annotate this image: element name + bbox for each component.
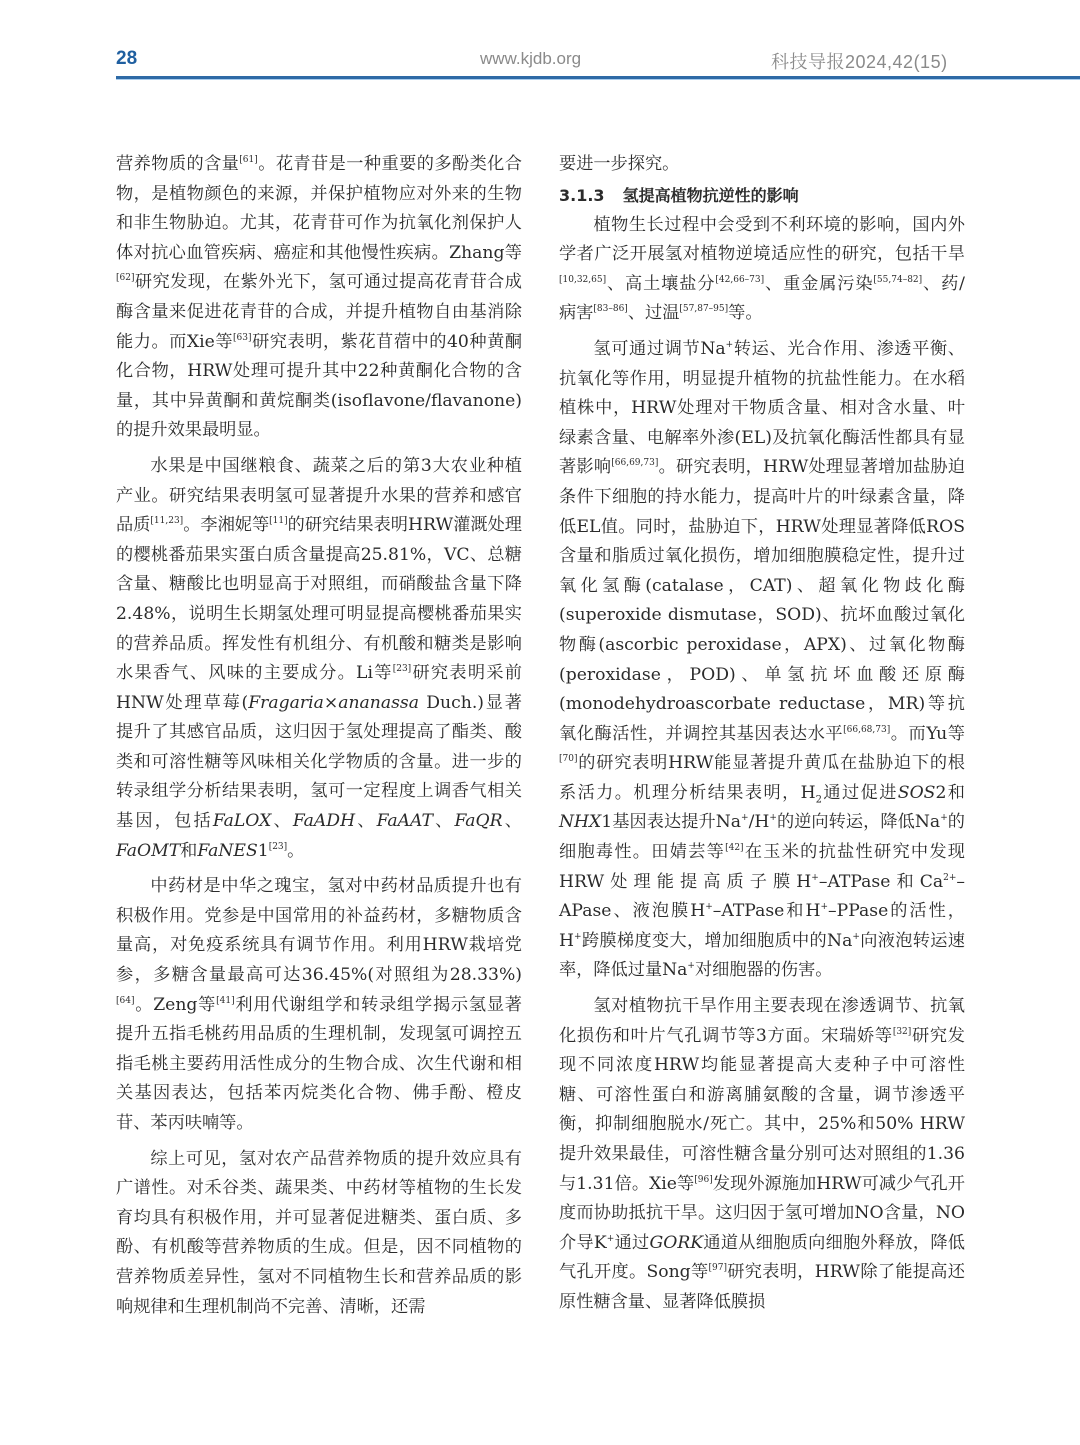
citation[interactable]: [11] <box>269 516 288 527</box>
gene-name: SOS <box>897 782 936 803</box>
text: 和 <box>946 782 965 803</box>
text: 向液泡转运速率，降低过量Na <box>559 930 965 981</box>
header-rule <box>116 76 1080 80</box>
superscript: + <box>852 931 860 942</box>
citation[interactable]: [10,32,65] <box>559 274 607 285</box>
text: 中药材是中华之瑰宝，氢对中药材品质提升也有积极作用。党参是中国常用的补益药材，多糖物质含量高，对免疫系统具有调节作用。利用HRW栽培党参，多糖含量最高可达36.45%(对照组为28.33%) <box>116 876 522 986</box>
citation[interactable]: [70] <box>559 754 578 765</box>
citation[interactable]: [63] <box>233 332 252 343</box>
citation[interactable]: [11,23] <box>150 516 184 527</box>
superscript: + <box>811 872 819 883</box>
gene-name: FaLOX <box>212 811 272 832</box>
text: 营养物质的含量 <box>116 154 240 174</box>
text: 植物生长过程中会受到不利环境的影响，国内外学者广泛开展氢对植物逆境适应性的研究，包括干旱 <box>559 214 965 265</box>
text: –ATPase和Ca <box>818 871 944 892</box>
text: 、 <box>432 811 455 832</box>
text: –APase、液泡膜H <box>559 871 965 922</box>
citation[interactable]: [32] <box>892 1026 912 1037</box>
gene-name: FaADH <box>292 811 356 832</box>
text: 。研究表明，HRW处理显著增加盐胁迫条件下细胞的持水能力，提高叶片的叶绿素含量，降低EL值。同时，盐胁迫下，HRW处理显著降低ROS含量和脂质过氧化损伤，增加细胞膜稳定性，提升过氧化氢酶(catalase，CAT)、超氧化物歧化酶(superoxide dismutase，SOD)、抗坏血酸过氧化物酶(ascorbic peroxidase，APX)、过氧化物酶(peroxidase，POD)、单氢抗坏血酸还原酶(monodehydroascorbate reductase，MR)等抗氧化酶活性，并调控其基因表达水平 <box>559 457 965 744</box>
text: 对细胞器的伤害。 <box>694 960 833 981</box>
citation[interactable]: [66,68,73] <box>843 724 891 735</box>
citation[interactable]: [23] <box>268 841 288 852</box>
superscript: + <box>687 961 695 972</box>
subscript: 2 <box>815 794 823 806</box>
superscript: + <box>741 813 749 824</box>
paragraph <box>559 335 965 986</box>
superscript: 2+ <box>943 872 957 883</box>
citation[interactable]: [62] <box>116 273 135 284</box>
citation[interactable]: [42] <box>725 843 744 854</box>
page-number: 28 <box>116 48 138 69</box>
text: 、 <box>271 811 293 832</box>
gene-name: FaOMT <box>116 840 181 861</box>
text: 1 <box>601 812 613 833</box>
gene-name: NHX <box>559 812 602 833</box>
text: –ATPase和H <box>712 901 821 922</box>
gene-name: FaQR <box>454 811 503 832</box>
paragraph <box>116 872 522 1138</box>
text: 的研究表明HRW能显著提升黄瓜在盐胁迫下的根系活力。机理分析结果表明，H <box>559 753 965 803</box>
section-title: 氢提高植物抗逆性的影响 <box>622 185 799 205</box>
text: 水果是中国继粮食、蔬菜之后的第3大农业种植产业。研究结果表明氢可显著提升水果的营养和感官品质 <box>116 455 522 536</box>
text: 、重金属污染 <box>764 273 874 294</box>
gene-name: FaAAT <box>376 811 433 832</box>
text: 跨膜梯度变大，增加细胞质中的Na <box>581 930 853 951</box>
superscript: + <box>725 339 734 350</box>
citation[interactable]: [42,66–73] <box>715 274 765 285</box>
text: 氢对植物抗干旱作用主要表现在渗透调节、抗氧化损伤和叶片气孔调节等3方面。宋瑞娇等 <box>559 996 965 1046</box>
citation[interactable]: [55,74–82] <box>873 274 923 285</box>
text: 、 <box>355 811 377 832</box>
text: 。花青苷是一种重要的多酚类化合物，是植物颜色的来源，并保护植物应对外来的生物和非生物胁迫。尤其，花青苷可作为抗氧化剂保护人体对抗心血管疾病、癌症和其他慢性疾病。Zhang等 <box>116 154 522 263</box>
citation[interactable]: [66,69,73] <box>611 458 659 469</box>
text: 综上可见，氢对农产品营养物质的提升效应具有广谱性。对禾谷类、蔬果类、中药材等植物的生长发育均具有积极作用，并可显著促进糖类、蛋白质、多酚、有机酸等营养物质的生成。但是，因不同植物的营养物质差异性，氢对不同植物生长和营养品质的影响规律和生理机制尚不完善、清晰，还需 <box>116 1148 522 1317</box>
text: 基因表达提升Na <box>612 812 742 833</box>
citation[interactable]: [61] <box>239 155 258 165</box>
section-heading <box>559 180 965 211</box>
text: 等。 <box>728 303 763 324</box>
citation[interactable]: [57,87–95] <box>679 304 729 315</box>
paragraph <box>116 1145 522 1323</box>
right-column <box>559 150 965 1318</box>
text: 转运、光合作用、渗透平衡、抗氧化等作用，明显提升植物的抗盐性能力。在水稻植株中，HRW处理对干物质含量、相对含水量、叶绿素含量、电解率外渗(EL)及抗氧化酶活性都具有显著影响 <box>559 338 965 478</box>
paragraph <box>559 150 965 180</box>
text: 。李湘妮等 <box>183 515 270 536</box>
text: 利用代谢组学和转录组学揭示氢显著提升五指毛桃药用品质的生理机制，发现氢可调控五指毛桃主要药用活性成分的生物合成、次生代谢和相关基因表达，包括苯丙烷类化合物、佛手酚、橙皮苷、苯丙呋喃等。 <box>116 994 522 1133</box>
citation[interactable]: [23] <box>392 664 412 675</box>
text: 研究发现不同浓度HRW均能显著提高大麦种子中可溶性糖、可溶性蛋白和游离脯氨酸的含量，调节渗透平衡，抑制细胞脱水/死亡。其中，25%和50% HRW提升效果最佳，可溶性糖含量分别可达对照组的1.36与1.31倍。Xie等 <box>559 1025 965 1194</box>
text: 、高土壤盐分 <box>606 273 716 294</box>
text: 研究表明采前HNW处理草莓( <box>116 663 522 713</box>
gene-name: FaNES <box>197 840 258 861</box>
gene-name: GORK <box>649 1232 704 1253</box>
paragraph <box>559 211 965 329</box>
text: 氢可通过调节Na <box>593 338 726 359</box>
text: 在玉米的抗盐性研究中发现HRW处理能提高质子膜H <box>559 842 965 892</box>
superscript: + <box>606 1233 615 1244</box>
text: /H <box>748 812 770 833</box>
text: 、 <box>502 811 522 832</box>
species-name: Fragaria×ananassa <box>248 692 419 713</box>
section-number: 3.1.3 <box>559 185 605 205</box>
text: 要进一步探究。 <box>559 154 680 174</box>
paragraph <box>559 992 965 1318</box>
text: 研究表明，HRW除了能提高还原性糖含量、显著降低膜损 <box>559 1262 965 1312</box>
citation[interactable]: [64] <box>116 995 135 1006</box>
website-link[interactable]: www.kjdb.org <box>480 49 582 68</box>
text: 研究表明，紫花苜蓿中的40种黄酮化合物，HRW处理可提升其中22种黄酮化合物的含量，其中异黄酮和黄烷酮类(isoflavone/flavanone)的提升效果最明显。 <box>116 331 523 441</box>
text: 和 <box>180 840 198 861</box>
text: 1 <box>257 840 269 861</box>
text: 通过促进 <box>822 782 898 803</box>
paragraph <box>116 452 522 866</box>
superscript: + <box>574 931 582 942</box>
text: –PPase的活性，H <box>559 901 965 951</box>
text: 、过温 <box>627 303 680 324</box>
superscript: + <box>769 813 777 824</box>
citation[interactable]: [83–86] <box>593 304 628 315</box>
superscript: + <box>940 813 948 824</box>
text: 的研究结果表明HRW灌溉处理的樱桃番茄果实蛋白质含量提高25.81%，VC、总糖含量、糖酸比也明显高于对照组，而硝酸盐含量下降2.48%，说明生长期氢处理可明显提高樱桃番茄果实的营养品质。挥发性有机组分、有机酸和糖类是影响水果香气、风味的主要成分。Li等 <box>116 515 522 684</box>
text: 。而Yu等 <box>890 723 965 744</box>
text: 。Zeng等 <box>134 994 217 1015</box>
citation[interactable]: [96] <box>694 1174 713 1185</box>
page-header <box>116 48 1080 78</box>
citation[interactable]: [97] <box>708 1263 727 1274</box>
text: 研究发现，在紫外光下，氢可通过提高花青苷合成酶含量来促进花青苷的合成，并提升植物自由基消除能力。而Xie等 <box>116 272 522 352</box>
text: 、药/病害 <box>559 273 965 324</box>
text: 2 <box>935 782 947 803</box>
text: 通道从细胞质向细胞外释放，降低气孔开度。Song等 <box>559 1232 965 1283</box>
left-column <box>116 150 522 1322</box>
text: 通过 <box>614 1232 650 1253</box>
text: 的细胞毒性。田婧芸等 <box>559 812 965 863</box>
citation[interactable]: [41] <box>216 995 235 1006</box>
superscript: + <box>705 902 713 913</box>
text: 发现外源施加HRW可减少气孔开度而协助抵抗干旱。这归因于氢可增加NO含量，NO介导K <box>559 1173 965 1253</box>
text: 。 <box>287 840 305 861</box>
superscript: + <box>820 902 829 913</box>
text: Duch.)显著提升了其感官品质，这归因于氢处理提高了酯类、酸类和可溶性糖等风味相关化学物质的含量。进一步的转录组学分析结果表明，氢可一定程度上调香气相关基因，包括 <box>116 692 522 832</box>
paragraph <box>116 150 522 446</box>
text: 的逆向转运，降低Na <box>776 812 941 833</box>
journal-citation: 科技导报2024,42(15) <box>771 52 948 72</box>
